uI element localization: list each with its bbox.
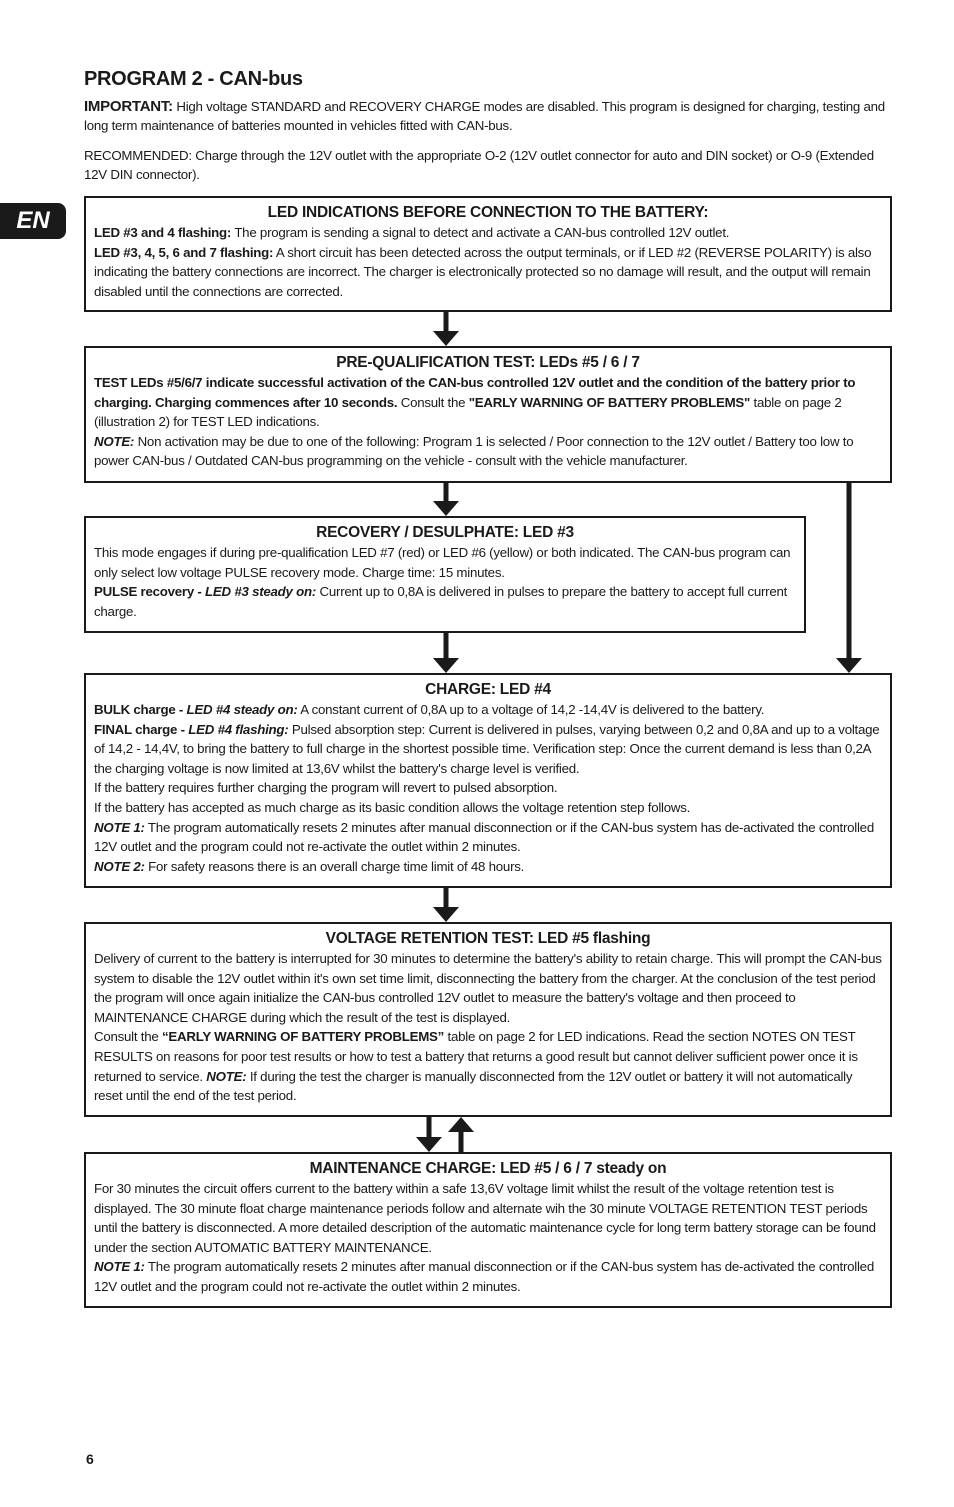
note-label: NOTE: xyxy=(94,433,135,449)
important-text: High voltage STANDARD and RECOVERY CHARGE modes are disabled. This program is designed for charging, testing and long term maintenance of batteries mounted in vehicles fitted with CAN-bus. xyxy=(84,99,885,133)
recovery-box xyxy=(84,516,806,633)
mt-note-1-label: NOTE 1: xyxy=(94,1259,145,1275)
charge-line-4: If the battery has accepted as much charge as its basic condition allows the voltage retention step follows. xyxy=(94,799,691,815)
vr-text-b: table on page 2 for LED indications. Read the section NOTES ON TEST RESULTS on reasons for poor test results or how to test a battery that returns a good result but cannot deliver sufficient power once it is returned to service. xyxy=(94,1029,858,1084)
arrow-up-icon xyxy=(447,1117,475,1152)
arrow-down-icon xyxy=(431,312,461,346)
recommended-paragraph: RECOMMENDED: Charge through the 12V outlet with the appropriate O-2 (12V outlet connector for auto and DIN socket) or O-9 (Extended 12V DIN connector). xyxy=(84,148,874,182)
pre-qualification-box xyxy=(84,346,892,483)
charge-line-3: If the battery requires further charging the program will revert to pulsed absorption. xyxy=(94,780,558,796)
note-2-text: For safety reasons there is an overall charge time limit of 48 hours. xyxy=(144,858,525,874)
arrow-down-icon xyxy=(415,1117,443,1152)
charge-note-1 xyxy=(94,818,882,857)
important-label: IMPORTANT: xyxy=(84,98,173,115)
note-text: Non activation may be due to one of the following: Program 1 is selected / Poor connection to the 12V outlet / Battery too low to power CAN-bus / Outdated CAN-bus programming on the vehicle - consult with the vehicle manufacturer. xyxy=(94,433,854,469)
led-3-4-desc: The program is sending a signal to detect and activate a CAN-bus controlled 12V outlet. xyxy=(231,225,730,240)
led-indications-heading: LED INDICATIONS BEFORE CONNECTION TO THE BATTERY: xyxy=(267,204,709,221)
maintenance-text: For 30 minutes the circuit offers current to the battery within a safe 13,6V voltage limit whilst the result of the voltage retention test is displayed. The 30 minute float charge maintenance periods follow and alternate wih the 30 minute VOLTAGE RETENTION TEST periods until the battery is disconnected. A more detailed description of the automatic maintenance cycle for long term battery storage can be found under the section AUTOMATIC BATTERY MAINTENANCE. xyxy=(94,1181,876,1255)
vr-text-a: Consult the xyxy=(94,1029,162,1045)
vr-early-warning-ref: “EARLY WARNING OF BATTERY PROBLEMS” xyxy=(161,1029,445,1045)
final-label: FINAL charge - xyxy=(94,721,189,737)
note-1-text: The program automatically resets 2 minutes after manual disconnection or if the CAN-bus system has de-activated the controlled 12V outlet and the program could not re-activate the outlet within 2 minutes. xyxy=(94,819,874,855)
pre-qualification-text-b: table on page 2 (illustration 2) for TEST LED indications. xyxy=(94,394,842,430)
arrow-down-icon xyxy=(431,633,461,673)
bulk-label: BULK charge - xyxy=(94,702,187,717)
pulse-desc: Current up to 0,8A is delivered in pulses to prepare the battery to accept full current charge. xyxy=(94,584,788,619)
charge-box xyxy=(84,673,892,888)
maintenance-note-1 xyxy=(94,1257,882,1296)
voltage-retention-heading: VOLTAGE RETENTION TEST: LED #5 flashing xyxy=(325,930,651,947)
pulse-recovery-text xyxy=(94,582,796,621)
important-paragraph xyxy=(84,97,894,135)
recovery-heading: RECOVERY / DESULPHATE: LED #3 xyxy=(316,524,574,541)
voltage-retention-box xyxy=(84,922,892,1117)
bulk-charge-text xyxy=(94,700,882,720)
pre-qualification-bold: TEST LEDs #5/6/7 indicate successful activation of the CAN-bus controlled 12V outlet and the condition of the battery prior to charging. Charging commences after 10 seconds. xyxy=(94,375,856,410)
arrow-down-icon xyxy=(431,888,461,922)
charge-heading: CHARGE: LED #4 xyxy=(425,681,551,698)
early-warning-ref: "EARLY WARNING OF BATTERY PROBLEMS" xyxy=(468,394,751,410)
maintenance-charge-box xyxy=(84,1152,892,1308)
pre-qualification-text xyxy=(94,373,882,432)
led-3-7-desc: A short circuit has been detected across the output terminals, or if LED #2 (REVERSE POLARITY) is also indicating the battery connections are incorrect. The charger is electronically protected so no damage will result, and the output will remain disabled until the connections are corrected. xyxy=(94,244,872,299)
bulk-sub: LED #4 steady on: xyxy=(186,702,298,717)
led-3-4-flashing-text xyxy=(94,223,882,243)
page-number: 6 xyxy=(86,1451,94,1467)
final-desc: Pulsed absorption step: Current is delivered in pulses, varying between 0,2 and 0,8A and up to a voltage of 14,2 - 14,4V, to bring the battery to full charge in the shortest possible time. Verification step: Once the current demand is less than 0,2A the charging voltage is now limited at 13,6V whilst the battery's charge level is verified. xyxy=(94,721,880,776)
led-3-4-label: LED #3 and 4 flashing: xyxy=(94,225,232,240)
bypass-arrow-down-icon xyxy=(834,483,864,673)
pre-qualification-heading: PRE-QUALIFICATION TEST: LEDs #5 / 6 / 7 xyxy=(336,354,640,371)
final-sub: LED #4 flashing: xyxy=(188,721,289,737)
pre-qualification-note xyxy=(94,432,882,471)
led-indications-box xyxy=(84,196,892,312)
pulse-label: PULSE recovery - xyxy=(94,584,206,600)
vr-note-label: NOTE: xyxy=(206,1068,247,1084)
note-2-label: NOTE 2: xyxy=(94,858,145,874)
recovery-text: This mode engages if during pre-qualification LED #7 (red) or LED #6 (yellow) or both indicated. The CAN-bus program can only select low voltage PULSE recovery mode. Charge time: 15 minutes. xyxy=(94,545,791,580)
charge-note-2 xyxy=(94,857,882,877)
maintenance-heading: MAINTENANCE CHARGE: LED #5 / 6 / 7 steady on xyxy=(309,1160,667,1177)
voltage-retention-text-2 xyxy=(94,1027,882,1105)
pulse-sub: LED #3 steady on: xyxy=(205,584,317,600)
language-tab: EN xyxy=(0,203,66,239)
page-title: PROGRAM 2 - CAN-bus xyxy=(84,68,303,90)
led-3-7-label: LED #3, 4, 5, 6 and 7 flashing: xyxy=(94,244,274,260)
mt-note-1-text: The program automatically resets 2 minutes after manual disconnection or if the CAN-bus system has de-activated the controlled 12V outlet and the program could not re-activate the outlet within 2 minutes. xyxy=(94,1259,874,1294)
bulk-desc: A constant current of 0,8A up to a voltage of 14,2 -14,4V is delivered to the battery. xyxy=(297,702,765,717)
arrow-down-icon xyxy=(431,483,461,516)
voltage-retention-text-1: Delivery of current to the battery is interrupted for 30 minutes to determine the battery's ability to retain charge. This will prompt the CAN-bus system to disable the 12V outlet within it's own set time limit, disconnecting the battery from the charger. At the conclusion of the test period the program will once again initialize the CAN-bus controlled 12V outlet to measure the battery's voltage and then proceed to MAINTENANCE CHARGE during which the result of the test is displayed. xyxy=(94,951,882,1025)
note-1-label: NOTE 1: xyxy=(94,819,145,835)
pre-qualification-text-a: Consult the xyxy=(397,394,469,410)
vr-note-text: If during the test the charger is manually disconnected from the 12V outlet or battery it will not automatically reset until the end of the test period. xyxy=(94,1068,853,1104)
led-3-7-flashing-text xyxy=(94,243,882,302)
final-charge-text xyxy=(94,720,882,779)
